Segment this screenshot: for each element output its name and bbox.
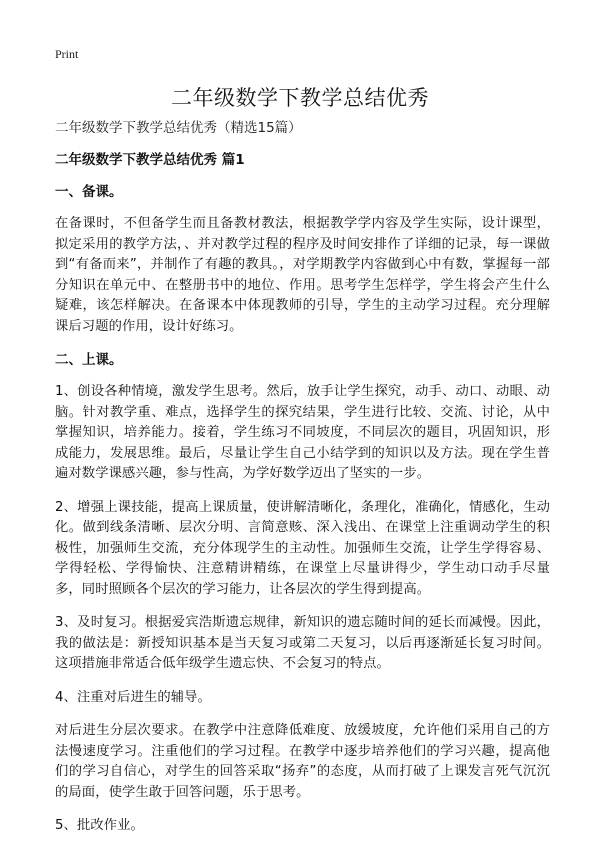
paragraph-point-4-title: 4、注重对后进生的辅导。 [55,689,211,705]
document-body [55,118,550,850]
article-heading: 二年级数学下教学总结优秀 篇1 [55,152,245,168]
print-link[interactable]: Print [55,47,79,61]
document-title: 二年级数学下教学总结优秀 [171,86,429,110]
paragraph-point-4-body: 对后进生分层次要求。在教学中注意降低难度、放缓坡度，允许他们采用自己的方法慢速度学习。注重他们的学习过程。在教学中逐步培养他们的学习兴趣，提高他们的学习自信心，对学生的回答采取“扬弃”的态度，从而打破了上课发言死气沉沉的局面，使学生敢于回答问题，乐于思考。 [55,723,550,800]
document-subtitle: 二年级数学下教学总结优秀（精选15篇） [55,120,302,136]
paragraph-point-1: 1、创设各种情境，激发学生思考。然后，放手让学生探究，动手、动口、动眼、动脑。针对教学重、难点，选择学生的探究结果，学生进行比较、交流、讨论，从中掌握知识，培养能力。接着，学生练习不同坡度，不同层次的题目，巩固知识，形成能力，发展思维。最后，尽量让学生自己小结学到的知识以及方法。现在学生普遍对数学课感兴趣，参与性高，为学好数学迈出了坚实的一步。 [55,384,550,481]
paragraph-point-2: 2、增强上课技能，提高上课质量，使讲解清晰化，条理化，准确化，情感化，生动化。做到线条清晰、层次分明、言简意赅、深入浅出、在课堂上注重调动学生的积极性，加强师生交流，充分体现学生的主动性。加强师生交流，让学生学得容易、学得轻松、学得愉快、注意精讲精练，在课堂上尽量讲得少，学生动口动手尽量多，同时照顾各个层次的学习能力，让各层次的学生得到提高。 [55,499,550,597]
section-heading-class: 二、上课。 [55,352,123,368]
paragraph-point-3: 3、及时复习。根据爱宾浩斯遗忘规律，新知识的遗忘随时间的延长而减慢。因此，我的做法是：新授知识基本是当天复习或第二天复习，以后再逐渐延长复习时间。这项措施非常适合低年级学生遗忘快、不会复习的特点。 [55,615,550,671]
paragraph-prep: 在备课时，不但备学生而且备教材教法，根据教学学内容及学生实际，设计课型，拟定采用的教学方法，、并对教学过程的程序及时间安排作了详细的记录，每一课做到“有备而来”，并制作了有趣的教具。，对学期教学内容做到心中有数，掌握每一部分知识在单元中、在整册书中的地位、作用。思考学生怎样学，学生将会产生什么疑难，该怎样解决。在备课本中体现教师的引导，学生的主动学习过程。充分理解课后习题的作用，设计好练习。 [55,216,550,334]
paragraph-point-5-title: 5、批改作业。 [55,818,144,833]
section-heading-prep: 一、备课。 [55,184,123,200]
